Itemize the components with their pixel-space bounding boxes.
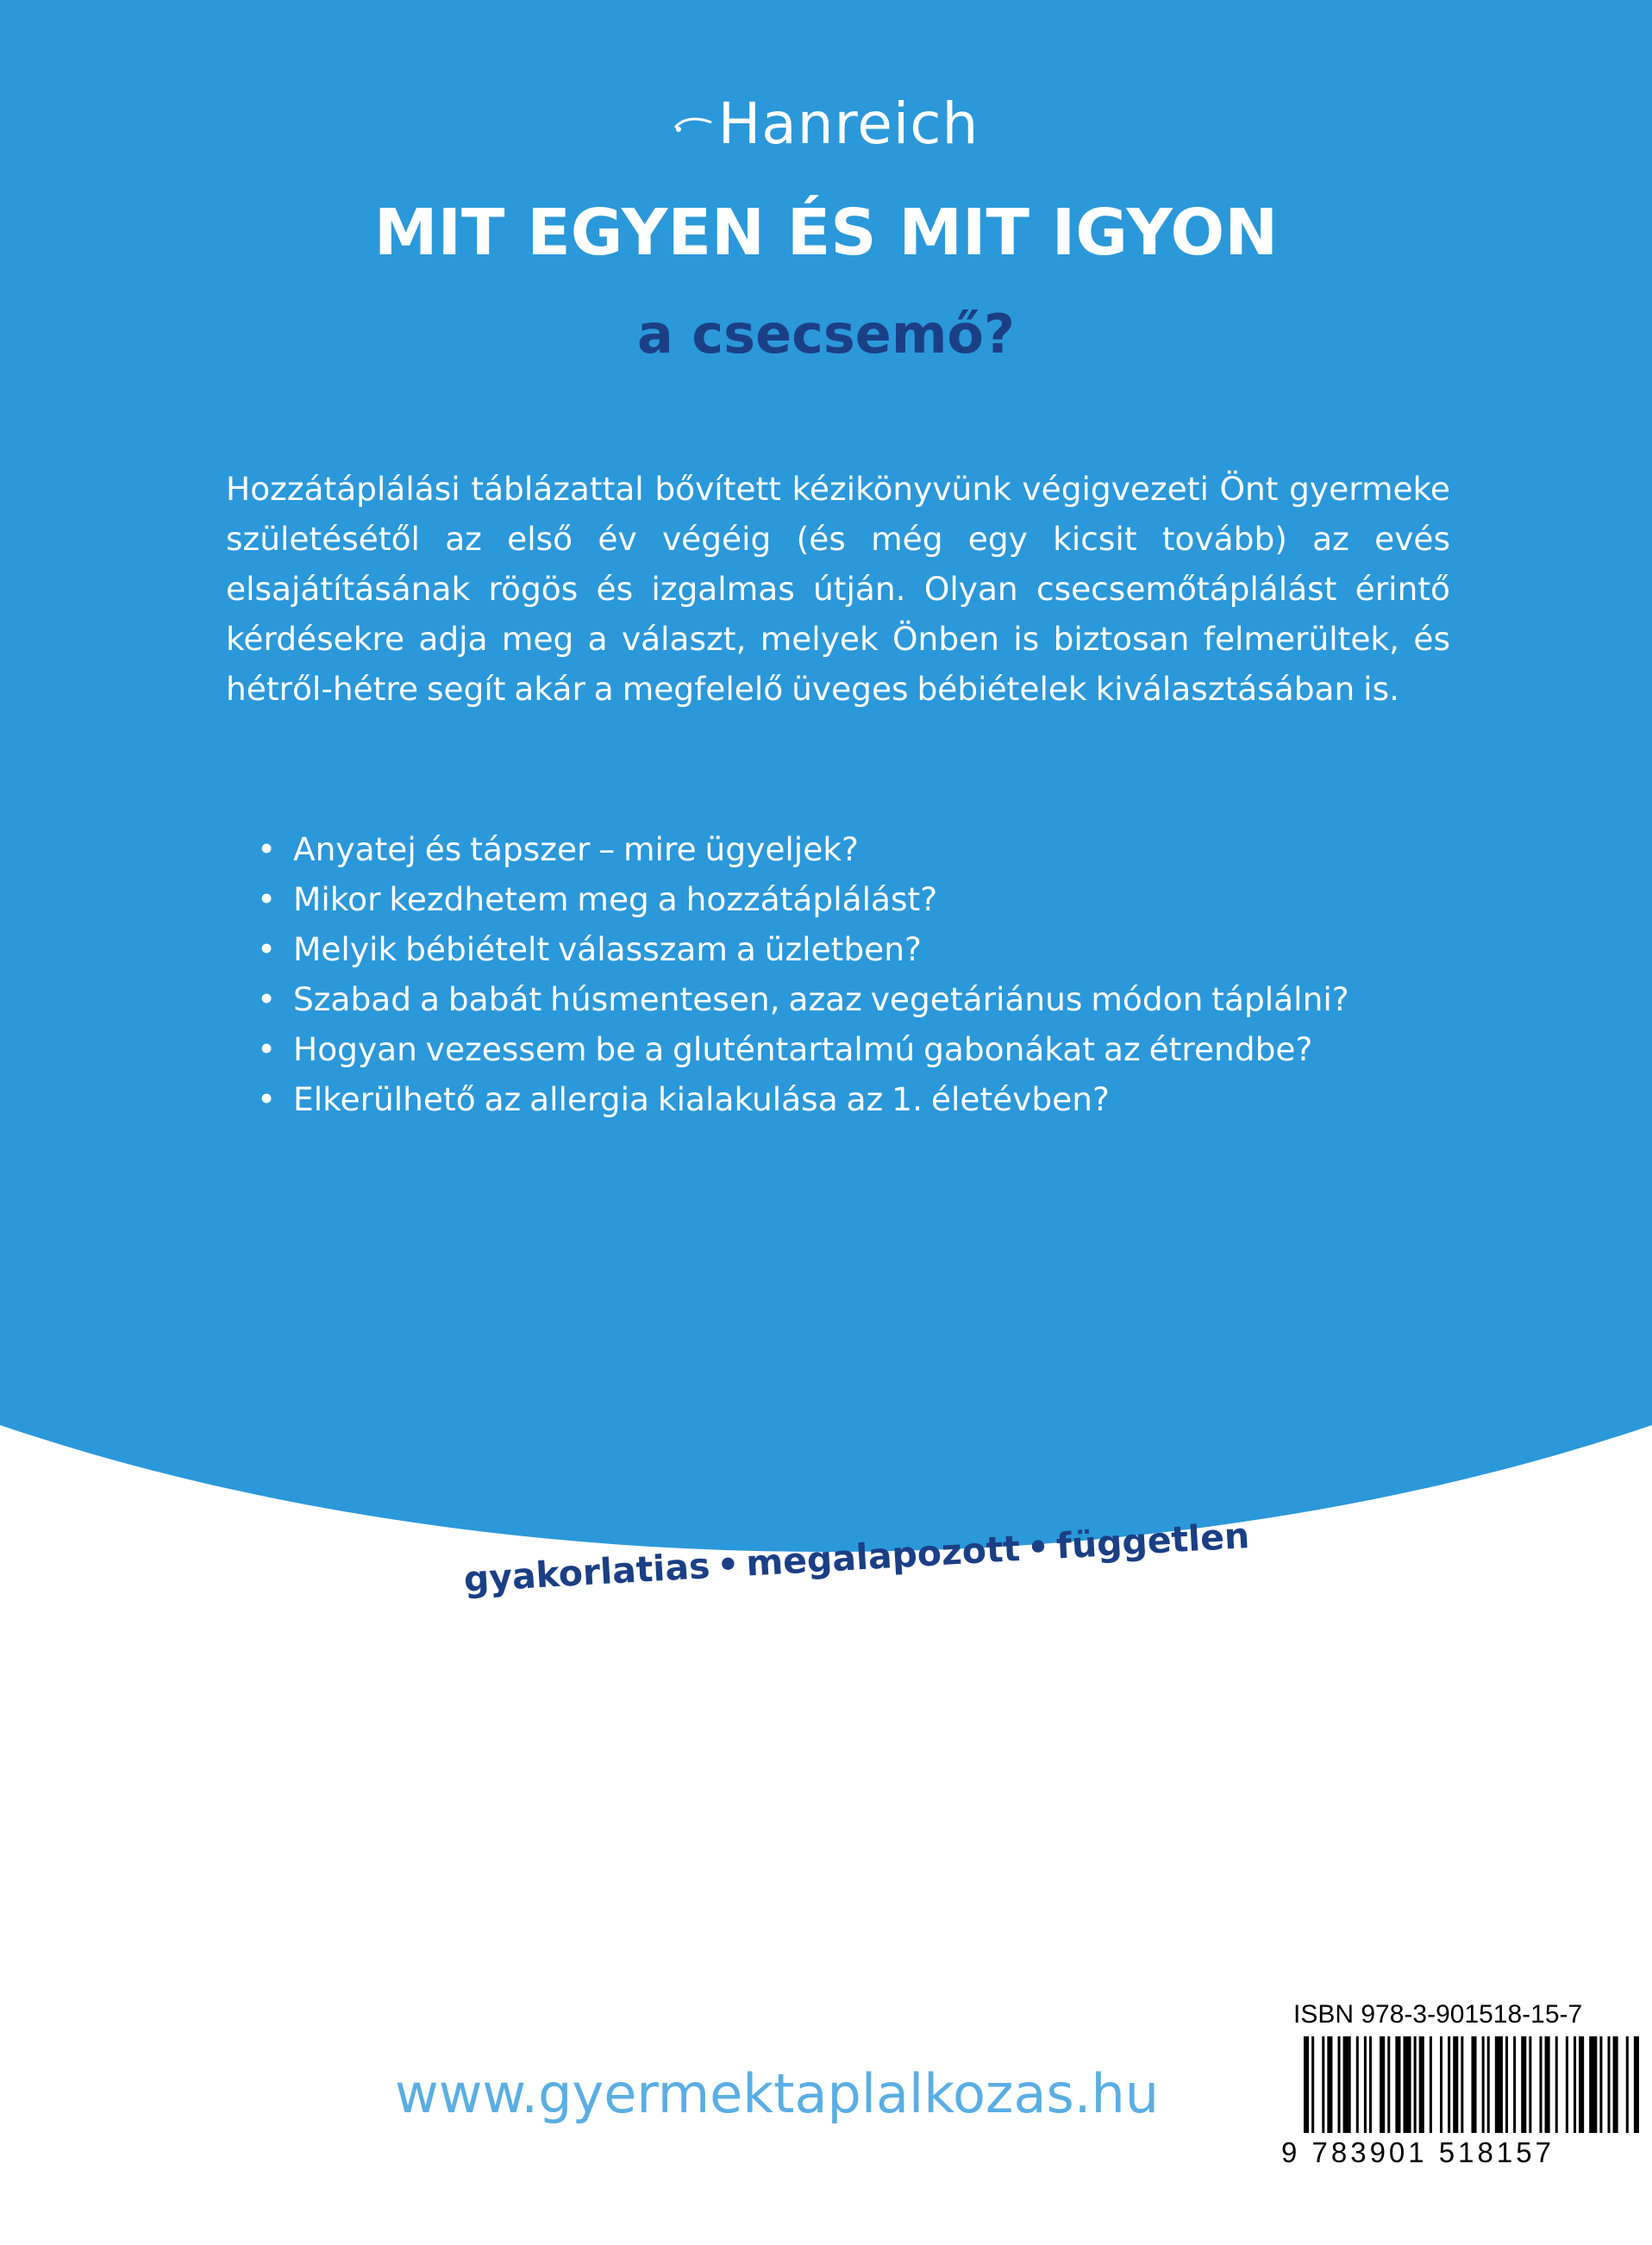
barcode-bar [1626,2036,1629,2133]
tagline-item: független [1054,1515,1251,1567]
book-subtitle: a csecsemő? [637,303,1015,366]
barcode-bar [1513,2036,1516,2133]
barcode-bar [1461,2036,1463,2133]
list-item: • Elkerülhető az allergia kialakulása az 1. életévben? [257,1074,1349,1124]
barcode-bar [1608,2036,1611,2133]
hanreich-logo-mark-icon [673,114,713,134]
barcode-bar [1364,2036,1367,2133]
barcode-bar [1414,2036,1417,2133]
barcode-bar [1529,2036,1531,2133]
barcode-bar [1403,2036,1411,2133]
question-list [257,824,1349,1124]
book-title: MIT EGYEN ÉS MIT IGYON [373,196,1279,270]
barcode-bar [1599,2036,1602,2133]
bullet-icon: • [257,1030,277,1068]
barcode-bar [1521,2036,1526,2133]
barcode-bar [1304,2036,1309,2133]
tagline-item: megalapozott [745,1527,1022,1585]
barcode-bar [1589,2036,1597,2133]
barcode-digits: 9 783901 518157 [1281,2136,1555,2168]
bullet-icon: • [257,930,277,968]
barcode-bar [1448,2036,1450,2133]
barcode-bar [1440,2036,1442,2133]
barcode [1274,2036,1647,2235]
logo-text: Hanreich [717,91,979,157]
barcode-bar [1380,2036,1385,2133]
list-item: • Hogyan vezessem be a gluténtartalmú gabonákat az étrendbe? [257,1024,1349,1074]
barcode-bar [1322,2036,1324,2133]
tagline-separator: • [1025,1526,1051,1569]
barcode-bar [1311,2036,1314,2133]
barcode-bar [1327,2036,1332,2133]
publisher-logo [0,91,1652,157]
website-link[interactable]: www.gyermektaplalkozas.hu [395,2062,1160,2125]
barcode-bar [1343,2036,1351,2133]
barcode-bar [1471,2036,1476,2133]
barcode-bar [1430,2036,1432,2133]
barcode-bar [1613,2036,1618,2133]
barcode-bar [1579,2036,1584,2133]
barcode-bar [1566,2036,1568,2133]
barcode-bar [1395,2036,1400,2133]
tagline-item: gyakorlatias [462,1545,711,1600]
barcode-bar [1453,2036,1458,2133]
barcode-bar [1505,2036,1508,2133]
list-item: • Anyatej és tápszer – mire ügyeljek? [257,824,1349,874]
barcode-bar [1482,2036,1485,2133]
intro-paragraph: Hozzátáplálási táblázattal bővített kézikönyvünk végigvezeti Önt gyermeke születésétől az első év végéig (és még egy kicsit tovább) az evés elsajátításának rögös és izgalmas útján. Olyan csecsemőtáplálást érintő kérdésekre adja meg a választ, melyek Önben is biztosan felmerültek, és hétről-hétre segít akár a megfelelő üveges bébiételek kiválasztásában is. [226,470,1450,708]
barcode-bar [1555,2036,1558,2133]
isbn-number: ISBN 978-3-901518-15-7 [1293,2000,1583,2029]
barcode-bar [1338,2036,1341,2133]
list-item: • Melyik bébiételt válasszam a üzletben? [257,924,1349,974]
barcode-bar [1419,2036,1424,2133]
barcode-bar [1356,2036,1359,2133]
barcode-bar [1487,2036,1490,2133]
barcode-bar [1369,2036,1372,2133]
bullet-icon: • [257,980,277,1018]
barcode-bars [1304,2036,1642,2133]
bullet-icon: • [257,830,277,868]
barcode-bar [1545,2036,1550,2133]
bullet-icon: • [257,1080,277,1118]
barcode-bar [1495,2036,1503,2133]
barcode-bar [1634,2036,1639,2133]
barcode-bar [1574,2036,1576,2133]
barcode-bar [1539,2036,1542,2133]
bullet-icon: • [257,880,277,918]
list-item: • Szabad a babát húsmentesen, azaz vegetáriánus módon táplálni? [257,974,1349,1024]
barcode-bar [1387,2036,1390,2133]
tagline-separator: • [715,1543,741,1586]
list-item: • Mikor kezdhetem meg a hozzátáplálást? [257,874,1349,924]
